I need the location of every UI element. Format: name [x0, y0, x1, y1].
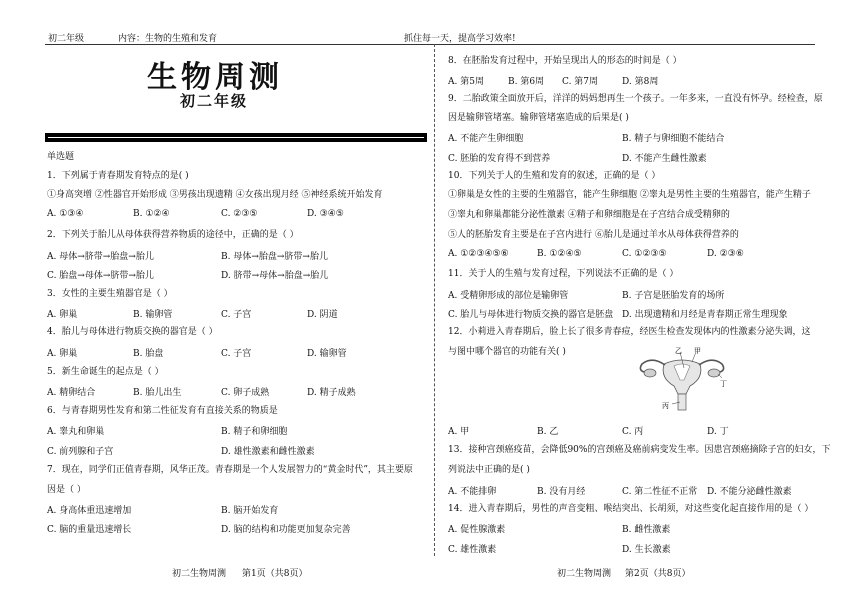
q3-option-d: D. 阴道 — [307, 310, 338, 320]
q9-option-d: D. 不能产生雌性激素 — [622, 154, 707, 164]
q13-option-c: C. 第二性征不正常 — [622, 487, 698, 497]
q2-option-c: C. 胎盘→母体→脐带→胎儿 — [47, 271, 154, 281]
q7-option-c: C. 脑的重量迅速增长 — [47, 525, 132, 535]
column-divider — [434, 44, 436, 556]
figure-label-bing: 丙 — [662, 402, 669, 410]
q13-option-a: A. 不能排卵 — [448, 487, 497, 497]
q7-option-d: D. 脑的结构和功能更加复杂完善 — [221, 525, 351, 535]
header-motto: 抓住每一天，提高学习效率! — [404, 34, 516, 44]
q8-option-c: C. 第7周 — [562, 77, 599, 87]
q12-option-c: C. 丙 — [622, 427, 644, 437]
q2-stem: 2．下列关于胎儿从母体获得营养物质的途径中，正确的是（ ） — [47, 230, 299, 240]
header-grade: 初二年级 — [48, 34, 85, 44]
q10-statement-1: ①卵巢是女性的主要的生殖器官，能产生卵细胞 ②睾丸是男性主要的生殖器官，能产生精子 — [448, 190, 811, 200]
footer-right-name: 初二生物周测 — [557, 569, 612, 579]
q11-option-a: A. 受精卵形成的部位是输卵管 — [448, 291, 569, 301]
q3-option-c: C. 子宫 — [221, 310, 252, 320]
q14-option-c: C. 雄性激素 — [448, 545, 497, 555]
q7-option-b: B. 脑开始发育 — [221, 506, 279, 516]
figure-label-ding: 丁 — [720, 380, 727, 388]
q11-stem: 11．关于人的生殖与发育过程，下列说法不正确的是（ ） — [448, 269, 679, 279]
q6-option-a: A. 睾丸和卵巢 — [47, 427, 105, 437]
q5-option-a: A. 精卵结合 — [47, 388, 96, 398]
right-ovary — [708, 369, 720, 377]
q11-option-c: C. 胎儿与母体进行物质交换的器官是胚盘 — [448, 310, 614, 320]
q6-option-d: D. 雄性激素和雌性激素 — [221, 447, 315, 457]
q12-option-b: B. 乙 — [537, 427, 559, 437]
q13-option-b: B. 没有月经 — [537, 487, 586, 497]
q6-option-c: C. 前列腺和子宫 — [47, 447, 114, 457]
q10-option-c: C. ①②③⑤ — [622, 249, 667, 259]
q7-stem: 7．现在，同学们正值青春期，风华正茂。青春期是一个人发展智力的“黄金时代”，其主要原 — [47, 465, 413, 475]
q5-stem: 5．新生命诞生的起点是（ ） — [47, 367, 164, 377]
q1-option-d: D. ③④⑤ — [307, 209, 344, 219]
section-heading: 单选题 — [47, 152, 75, 162]
header-rule — [45, 44, 815, 45]
q8-stem: 8．在胚胎发育过程中，开始呈现出人的形态的时间是（ ） — [448, 56, 682, 66]
q9-option-a: A. 不能产生卵细胞 — [448, 134, 524, 144]
q9-stem-cont: 因是输卵管堵塞。输卵管堵塞造成的后果是( ) — [448, 113, 629, 123]
q3-option-b: B. 输卵管 — [133, 310, 173, 320]
q1-option-a: A. ①③④ — [47, 209, 84, 219]
q10-statement-3: ⑤人的胚胎发育主要是在子宫内进行 ⑥胎儿是通过羊水从母体获得营养的 — [448, 230, 739, 240]
q5-option-c: C. 卵子成熟 — [221, 388, 270, 398]
q2-option-a: A. 母体→脐带→胎盘→胎儿 — [47, 252, 154, 262]
q3-stem: 3．女性的主要生殖器官是（ ） — [47, 289, 173, 299]
q8-option-b: B. 第6周 — [508, 77, 545, 87]
q10-option-b: B. ①②④⑤ — [537, 249, 582, 259]
page-title: 生物周测 — [147, 60, 283, 95]
q10-option-d: D. ②③⑥ — [707, 249, 744, 259]
q14-option-a: A. 促性腺激素 — [448, 525, 506, 535]
title-separator-bar — [45, 133, 427, 142]
q9-option-b: B. 精子与卵细胞不能结合 — [622, 134, 725, 144]
q12-option-d: D. 丁 — [707, 427, 729, 437]
q13-stem-cont: 列说法中正确的是( ) — [448, 465, 530, 475]
q5-option-d: D. 精子成熟 — [307, 388, 356, 398]
q8-option-d: D. 第8周 — [622, 77, 659, 87]
q9-option-c: C. 胚胎的发育得不到营养 — [448, 154, 551, 164]
q6-stem: 6．与青春期男性发育和第二性征发育有直接关系的物质是 — [47, 406, 278, 416]
q1-stem: 1．下列属于青春期发育特点的是( ) — [47, 171, 189, 181]
q5-option-b: B. 胎儿出生 — [133, 388, 182, 398]
q14-option-b: B. 雌性激素 — [622, 525, 671, 535]
figure-label-jia: 甲 — [694, 347, 701, 355]
q4-stem: 4．胎儿与母体进行物质交换的器官是（ ） — [47, 327, 218, 337]
q7-stem-cont: 因是（ ） — [47, 485, 86, 495]
q10-stem: 10．下列关于人的生殖和发育的叙述，正确的是（ ） — [448, 171, 661, 181]
q4-option-a: A. 卵巢 — [47, 349, 78, 359]
footer-left-name: 初二生物周测 — [172, 569, 227, 579]
footer-left-page: 第1页（共8页） — [242, 569, 308, 579]
q10-statement-2: ③睾丸和卵巢都能分泌性激素 ④精子和卵细胞是在子宫结合成受精卵的 — [448, 210, 730, 220]
q1-option-c: C. ②③⑤ — [221, 209, 258, 219]
reproductive-system-figure — [634, 346, 730, 412]
q14-option-d: D. 生长激素 — [622, 545, 671, 555]
left-ovary — [644, 369, 656, 377]
footer-right-page: 第2页（共8页） — [625, 569, 691, 579]
q3-option-a: A. 卵巢 — [47, 310, 78, 320]
q4-option-c: C. 子宫 — [221, 349, 252, 359]
q13-option-d: D. 不能分泌雌性激素 — [707, 487, 792, 497]
q8-option-a: A. 第5周 — [448, 77, 484, 87]
q2-option-b: B. 母体→胎盘→脐带→胎儿 — [221, 252, 328, 262]
figure-label-yi: 乙 — [675, 347, 682, 355]
q14-stem: 14．进入青春期后，男性的声音变粗、喉结突出、长胡须，对这些变化起直接作用的是（ ） — [448, 504, 814, 514]
q12-option-a: A. 甲 — [448, 427, 470, 437]
page-subtitle: 初二年级 — [180, 92, 249, 110]
q11-option-d: D. 出现遗精和月经是青春期正常生理现象 — [622, 310, 788, 320]
q10-option-a: A. ①②③④⑤⑥ — [448, 249, 509, 259]
q1-note: ①身高突增 ②性器官开始形成 ③男孩出现遗精 ④女孩出现月经 ⑤神经系统开始发育 — [47, 190, 383, 200]
q12-stem-cont: 与图中哪个器官的功能有关( ) — [448, 347, 566, 357]
q9-stem: 9．二胎政策全面放开后，洋洋的妈妈想再生一个孩子。一年多来，一直没有怀孕。经检查，原 — [448, 94, 823, 104]
q4-option-b: B. 胎盘 — [133, 349, 164, 359]
q12-stem: 12．小莉进入青春期后，脸上长了很多青春痘，经医生检查发现体内的性激素分泌失调，这 — [448, 327, 811, 337]
q2-option-d: D. 脐带→母体→胎盘→胎儿 — [221, 271, 329, 281]
header-content: 内容：生物的生殖和发育 — [118, 34, 218, 44]
q6-option-b: B. 精子和卵细胞 — [221, 427, 288, 437]
q13-stem: 13．接种宫颈癌疫苗，会降低90%的宫颈癌及癌前病变发生率。因患宫颈癌摘除子宫的妇女，下 — [448, 445, 831, 455]
q11-option-b: B. 子宫是胚胎发育的场所 — [622, 291, 725, 301]
q1-option-b: B. ①②④ — [133, 209, 170, 219]
q7-option-a: A. 身高体重迅速增加 — [47, 506, 132, 516]
q4-option-d: D. 输卵管 — [307, 349, 347, 359]
